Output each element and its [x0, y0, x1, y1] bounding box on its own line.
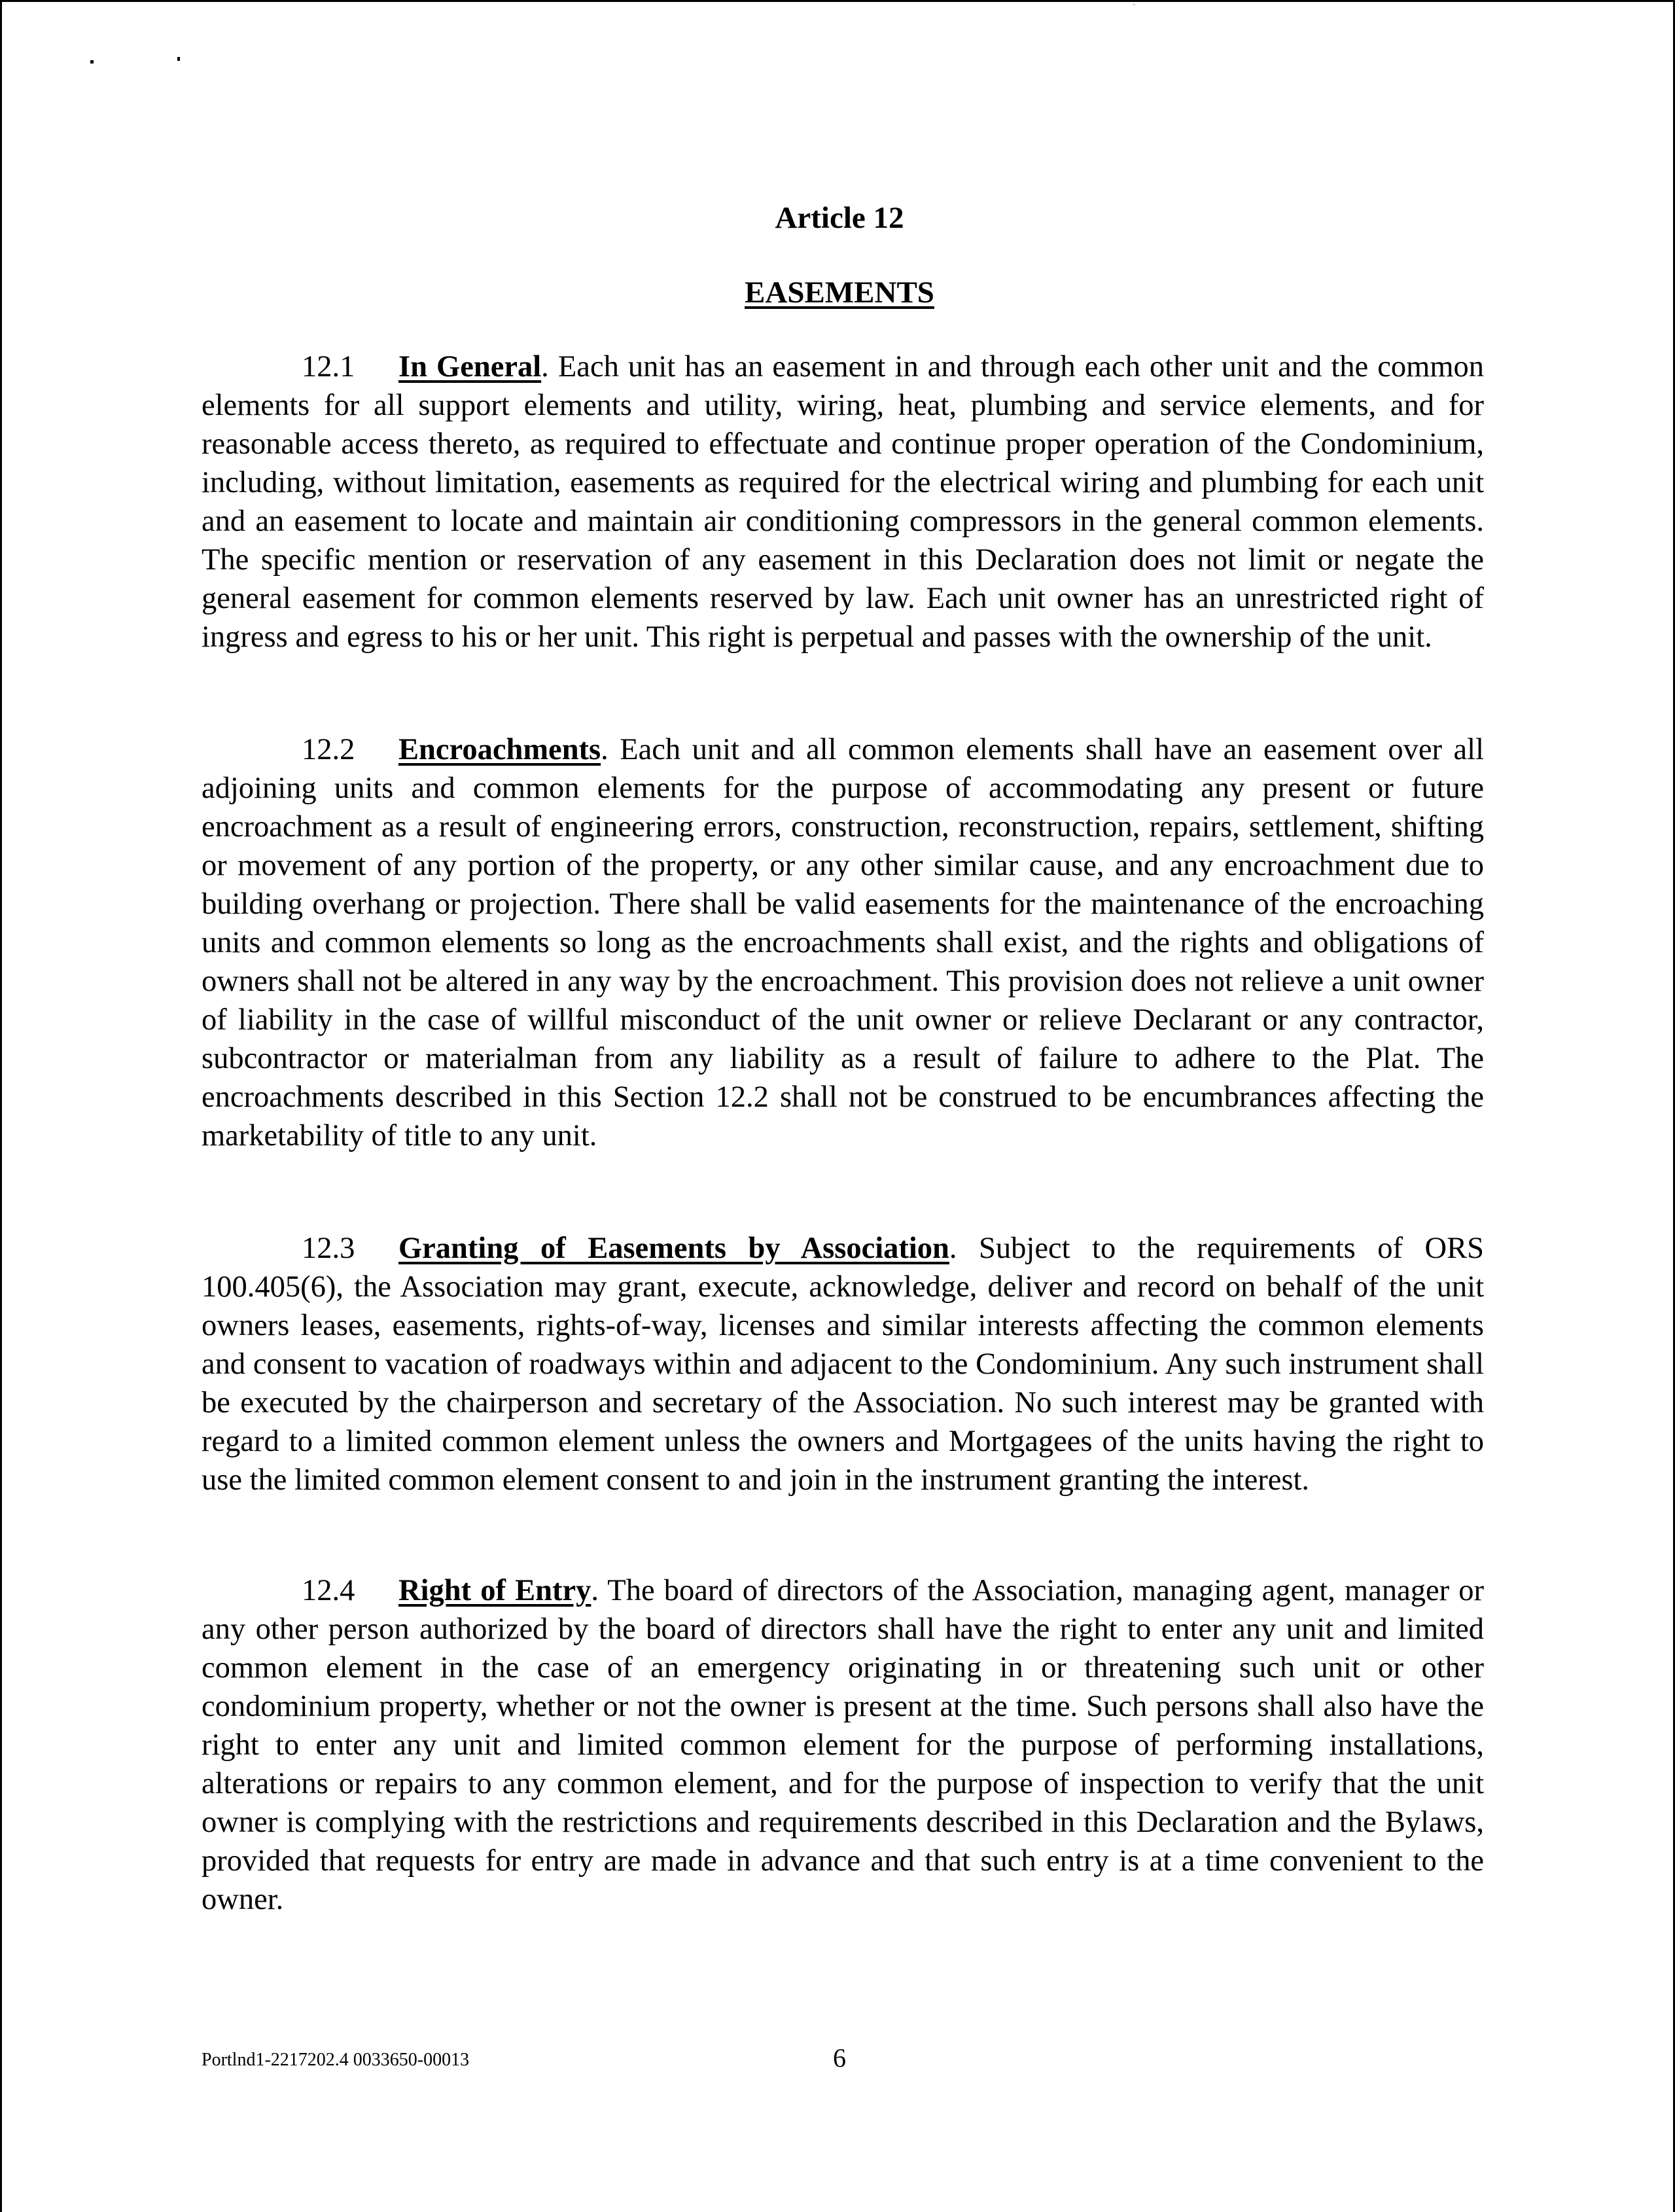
paragraph-number: 12.1: [302, 350, 355, 384]
paragraph-12-2: [202, 730, 1484, 1155]
footer-document-id: Portlnd1-2217202.4 0033650-00013: [202, 2050, 470, 2070]
paragraph-number: 12.4: [302, 1574, 355, 1607]
paragraph-text: . Each unit has an easement in and through each other unit and the common elements for all support elements and utility, wiring, heat, plumbing and service elements, and for reasonable access thereto, as required to effectuate and continue proper operation of the Condominium, including, without limitation, easements as required for the electrical wiring and plumbing for each unit and an easement to locate and maintain air conditioning compressors in the general common elements. The specific mention or reservation of any easement in this Declaration does not limit or negate the general easement for common elements reserved by law. Each unit owner has an unrestricted right of ingress and egress to his or her unit. This right is perpetual and passes with the ownership of the unit.: [202, 350, 1484, 654]
paragraph-heading: Granting of Easements by Association: [398, 1232, 949, 1265]
paragraph-text: . The board of directors of the Association, managing agent, manager or any other person authorized by the board of directors shall have the right to enter any unit and limited common element in the case of an emergency originating in or threatening such unit or other condominium property, whether or not the owner is present at the time. Such persons shall also have the right to enter any unit and limited common element for the purpose of performing installations, alterations or repairs to any common element, and for the purpose of inspection to verify that the unit owner is complying with the restrictions and requirements described in this Declaration and the Bylaws, provided that requests for entry are made in advance and that such entry is at a time convenient to the owner.: [202, 1574, 1484, 1916]
paragraph-text: . Each unit and all common elements shall have an easement over all adjoining units and common elements for the purpose of accommodating any present or future encroachment as a result of engineering errors, construction, reconstruction, repairs, settlement, shifting or movement of any portion of the property, or any other similar cause, and any encroachment due to building overhang or projection. There shall be valid easements for the maintenance of the encroaching units and common elements so long as the encroachments shall exist, and the rights and obligations of owners shall not be altered in any way by the encroachment. This provision does not relieve a unit owner of liability in the case of willful misconduct of the unit owner or relieve Declarant or any contractor, subcontractor or materialman from any liability as a result of failure to adhere to the Plat. The encroachments described in this Section 12.2 shall not be construed to be encumbrances affecting the marketability of title to any unit.: [202, 733, 1484, 1152]
paragraph-12-1: [202, 348, 1484, 656]
paragraph-text: . Subject to the requirements of ORS 100.405(6), the Association may grant, execute, acknowledge, deliver and record on behalf of the unit owners leases, easements, rights-of-way, licenses and similar interests affecting the common elements and consent to vacation of roadways within and adjacent to the Condominium. Any such instrument shall be executed by the chairperson and secretary of the Association. No such interest may be granted with regard to a limited common element unless the owners and Mortgagees of the units having the right to use the limited common element consent to and join in the instrument granting the interest.: [202, 1232, 1484, 1497]
paragraph-number: 12.3: [302, 1232, 355, 1265]
scan-speck: [90, 60, 94, 63]
paragraph-heading: Encroachments: [398, 733, 601, 766]
paragraph-heading: In General: [398, 350, 542, 384]
section-title: EASEMENTS: [745, 276, 934, 310]
scan-mark: ˘: [1133, 2, 1135, 11]
paragraph-12-4: [202, 1571, 1484, 1919]
page-number: 6: [833, 2043, 846, 2073]
scan-speck: [177, 57, 180, 61]
article-title: Article 12: [775, 201, 904, 235]
paragraph-12-3: [202, 1229, 1484, 1499]
paragraph-number: 12.2: [302, 733, 355, 766]
paragraph-heading: Right of Entry: [398, 1574, 591, 1607]
